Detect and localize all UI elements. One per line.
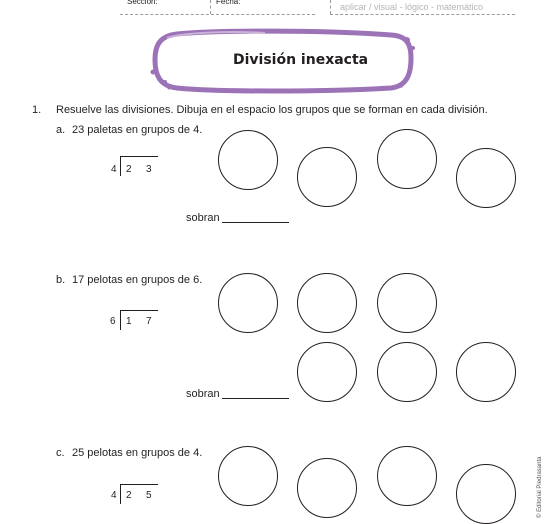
header-divider — [210, 0, 211, 14]
banner-splash-dot — [151, 70, 156, 75]
dividend-digit: 2 — [126, 164, 132, 175]
drawing-circle — [456, 464, 516, 524]
exercise-number: 1. — [32, 104, 42, 116]
banner-splash-dot — [168, 87, 171, 90]
item-letter: b. — [56, 274, 66, 286]
drawing-circle — [456, 148, 516, 208]
remainder-answer-blank[interactable] — [222, 398, 289, 399]
dividend-digit: 5 — [146, 490, 152, 501]
remainder-label: sobran — [186, 388, 220, 400]
page-title: División inexacta — [233, 52, 369, 68]
division-bracket-vertical — [120, 484, 121, 504]
intelligences-label: aplicar / visual - lógico - matemático — [340, 2, 484, 12]
remainder-answer-blank[interactable] — [222, 222, 289, 223]
divisor: 4 — [111, 164, 117, 175]
dividend-digit: 3 — [146, 164, 152, 175]
item-letter: a. — [56, 124, 66, 136]
drawing-circle — [377, 273, 437, 333]
division-bracket-horizontal — [120, 156, 158, 157]
drawing-circle — [377, 342, 437, 402]
dividend-digit: 1 — [126, 316, 132, 327]
publisher-credit: © Editorial Piedrasanta — [537, 456, 543, 518]
dividend-digit: 7 — [146, 316, 152, 327]
drawing-circle — [297, 147, 357, 207]
division-bracket-vertical — [120, 310, 121, 330]
drawing-circle — [297, 342, 357, 402]
dividend-digit: 2 — [126, 490, 132, 501]
banner-splash-dot — [411, 46, 415, 50]
drawing-circle — [218, 446, 278, 506]
divisor: 4 — [111, 490, 117, 501]
header-rule — [120, 14, 315, 15]
division-bracket-horizontal — [120, 310, 158, 311]
drawing-circle — [377, 129, 437, 189]
drawing-circle — [218, 273, 278, 333]
header-rule-right — [330, 14, 515, 15]
item-text: 17 pelotas en grupos de 6. — [72, 274, 203, 286]
drawing-circle — [456, 342, 516, 402]
item-text: 23 paletas en grupos de 4. — [72, 124, 203, 136]
banner-splash-dot — [404, 37, 410, 43]
date-label: Fecha: — [216, 0, 241, 6]
drawing-circle — [377, 446, 437, 506]
drawing-circle — [297, 273, 357, 333]
division-bracket-vertical — [120, 156, 121, 176]
section-label: Sección: — [127, 0, 158, 6]
remainder-label: sobran — [186, 212, 220, 224]
drawing-circle — [218, 130, 278, 190]
banner-splash-dot — [399, 84, 403, 88]
banner-splash-dot — [163, 80, 167, 84]
division-bracket-horizontal — [120, 484, 158, 485]
exercise-instruction: Resuelve las divisiones. Dibuja en el espacio los grupos que se forman en cada división. — [56, 104, 488, 116]
header-divider-right — [330, 0, 331, 14]
drawing-circle — [297, 458, 357, 518]
item-text: 25 pelotas en grupos de 4. — [72, 447, 203, 459]
item-letter: c. — [56, 447, 65, 459]
divisor: 6 — [110, 316, 116, 327]
